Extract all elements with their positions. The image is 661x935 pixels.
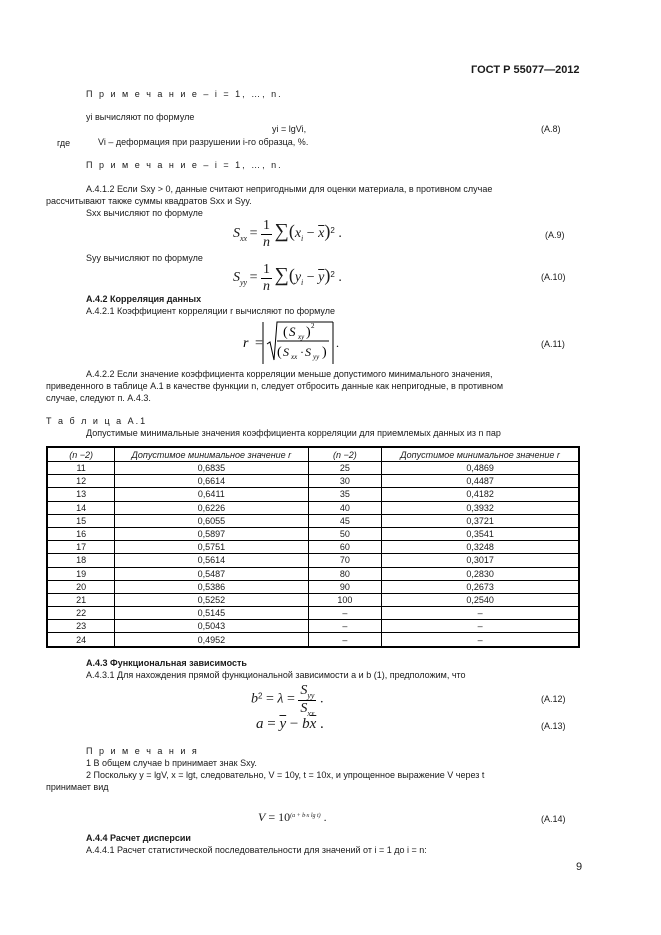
svg-text:S: S — [283, 345, 289, 359]
cell-r2: 0,3932 — [382, 501, 579, 514]
a43-note2-line2: принимает вид — [46, 782, 109, 792]
note-1: П р и м е ч а н и е – i = 1, …, n. — [86, 89, 283, 99]
table-label: Т а б л и ц а А.1 — [46, 416, 148, 426]
cell-r2: 0,2830 — [382, 567, 579, 580]
svg-text:S: S — [289, 324, 296, 339]
a43-note1: 1 В общем случае b принимает знак Sxy. — [86, 758, 257, 768]
svg-text:S: S — [305, 345, 311, 359]
where-label: где — [57, 138, 71, 148]
standard-number: ГОСТ Р 55077—2012 — [471, 64, 580, 76]
a422-line2: приведенного в таблице А.1 в качестве функции n, следует отбросить данные как непригодные, в противном — [46, 381, 504, 391]
table-row — [47, 475, 579, 488]
cell-r1: 0,6055 — [115, 514, 308, 527]
eq-number-a12: (А.12) — [541, 694, 566, 704]
cell-r2: – — [382, 620, 579, 633]
eq-number-a8: (А.8) — [541, 124, 561, 134]
cell-n1: 18 — [47, 554, 115, 567]
cell-r1: 0,6226 — [115, 501, 308, 514]
cell-n2: 80 — [308, 567, 382, 580]
svg-text:·: · — [300, 345, 304, 359]
table-row — [47, 554, 579, 567]
eq-number-a11: (А.11) — [541, 339, 565, 349]
cell-r1: 0,6614 — [115, 475, 308, 488]
vi-definition: Vi – деформация при разрушении i-го образца, %. — [98, 137, 309, 147]
cell-n1: 16 — [47, 527, 115, 540]
a422-line3: случае, следуют п. А.4.3. — [46, 393, 151, 403]
cell-r1: 0,5386 — [115, 580, 308, 593]
svg-text:2: 2 — [311, 322, 315, 330]
header-r1: Допустимое минимальное значение r — [115, 447, 308, 462]
formula-a14: $V = 10^{(a + b\cdot x lg t)}$ . — [258, 810, 327, 824]
cell-n1: 24 — [47, 633, 115, 647]
cell-n1: 13 — [47, 488, 115, 501]
svg-text:yy: yy — [313, 353, 320, 361]
cell-n1: 20 — [47, 580, 115, 593]
table-row — [47, 462, 579, 475]
eq-number-a10: (А.10) — [541, 272, 566, 282]
cell-n1: 14 — [47, 501, 115, 514]
cell-r1: 0,5487 — [115, 567, 308, 580]
a421-intro: А.4.2.1 Коэффициент корреляции r вычисляют по формуле — [86, 306, 335, 316]
formula-a11 — [243, 320, 353, 368]
note-2: П р и м е ч а н и е – i = 1, …, n. — [86, 160, 283, 170]
sxx-intro: Sxx вычисляют по формуле — [86, 208, 203, 218]
table-row — [47, 633, 579, 647]
cell-r2: 0,2673 — [382, 580, 579, 593]
cell-n2: 35 — [308, 488, 382, 501]
correlation-formula-graphic — [243, 320, 353, 366]
cell-n1: 11 — [47, 462, 115, 475]
svg-text:r: r — [243, 336, 249, 351]
cell-r1: 0,6835 — [115, 462, 308, 475]
cell-r2: 0,3248 — [382, 541, 579, 554]
a42-title: А.4.2 Корреляция данных — [86, 294, 202, 304]
cell-r1: 0,5897 — [115, 527, 308, 540]
cell-r2: 0,4869 — [382, 462, 579, 475]
a431-intro: А.4.3.1 Для нахождения прямой функциональной зависимости a и b (1), предположим, что — [86, 670, 466, 680]
cell-r1: 0,5751 — [115, 541, 308, 554]
table-row — [47, 593, 579, 606]
table-header-row — [47, 447, 579, 462]
header-r2: Допустимое минимальное значение r — [382, 447, 579, 462]
cell-n2: – — [308, 633, 382, 647]
cell-n2: – — [308, 620, 382, 633]
a43-note2-line1: 2 Поскольку y = lgV, x = lgt, следовательно, V = 10y, t = 10x, и упрощенное выражение V через t — [86, 770, 485, 780]
svg-text:(: ( — [283, 325, 288, 340]
a43-title: А.4.3 Функциональная зависимость — [86, 658, 247, 668]
cell-r1: 0,4952 — [115, 633, 308, 647]
a44-title: А.4.4 Расчет дисперсии — [86, 833, 191, 843]
cell-r2: – — [382, 633, 579, 647]
table-row — [47, 527, 579, 540]
formula-a10: $S_{yy}$ = $\frac{1}{n}$ $\sum(y_i - \overline{y})^2$ . — [233, 262, 342, 294]
a441-intro: А.4.4.1 Расчет статистической последовательности для значений от i = 1 до i = n: — [86, 845, 427, 855]
table-row — [47, 580, 579, 593]
table-caption: Допустимые минимальные значения коэффициента корреляции для приемлемых данных из n пар — [86, 428, 501, 438]
table-row — [47, 567, 579, 580]
cell-r1: 0,5252 — [115, 593, 308, 606]
table-row — [47, 501, 579, 514]
cell-n2: 90 — [308, 580, 382, 593]
cell-n2: 25 — [308, 462, 382, 475]
cell-r2: 0,3721 — [382, 514, 579, 527]
yi-intro: yi вычисляют по формуле — [86, 112, 195, 122]
header-n2: (n −2) — [308, 447, 382, 462]
cell-r2: 0,4487 — [382, 475, 579, 488]
formula-a8: yi = lgVi, — [272, 124, 307, 134]
syy-intro: Syy вычисляют по формуле — [86, 253, 203, 263]
cell-n1: 15 — [47, 514, 115, 527]
cell-n2: 70 — [308, 554, 382, 567]
cell-r1: 0,5145 — [115, 607, 308, 620]
notes-title: П р и м е ч а н и я — [86, 746, 199, 756]
cell-n2: 60 — [308, 541, 382, 554]
table-row — [47, 620, 579, 633]
cell-n1: 17 — [47, 541, 115, 554]
cell-n2: 50 — [308, 527, 382, 540]
cell-r2: 0,3017 — [382, 554, 579, 567]
eq-number-a9: (А.9) — [545, 230, 565, 240]
cell-r2: 0,3541 — [382, 527, 579, 540]
table-row — [47, 514, 579, 527]
cell-n1: 23 — [47, 620, 115, 633]
cell-n1: 21 — [47, 593, 115, 606]
page-number: 9 — [576, 861, 583, 873]
cell-r2: – — [382, 607, 579, 620]
table-row — [47, 488, 579, 501]
table-row — [47, 607, 579, 620]
svg-text:=: = — [255, 336, 263, 351]
cell-r1: 0,5043 — [115, 620, 308, 633]
formula-a13: $a = \overline{y} - b\overline{x}$ . — [256, 716, 324, 732]
cell-r1: 0,6411 — [115, 488, 308, 501]
cell-r2: 0,2540 — [382, 593, 579, 606]
eq-number-a14: (А.14) — [541, 814, 566, 824]
svg-text:): ) — [322, 345, 327, 360]
cell-n2: 100 — [308, 593, 382, 606]
header-n1: (n −2) — [47, 447, 115, 462]
formula-a12: $b^2 = \lambda$ = $\frac{S_{yy}}{S_{xx}}$ . — [251, 683, 324, 718]
svg-text:xy: xy — [298, 333, 305, 341]
cell-n2: 30 — [308, 475, 382, 488]
svg-text:): ) — [306, 325, 311, 340]
a422-line1: А.4.2.2 Если значение коэффициента корреляции меньше допустимого минимального значения, — [86, 369, 493, 379]
table-row — [47, 541, 579, 554]
cell-n1: 19 — [47, 567, 115, 580]
cell-n2: – — [308, 607, 382, 620]
a412-line1: А.4.1.2 Если Sxy > 0, данные считают непригодными для оценки материала, в противном случае — [86, 184, 493, 194]
cell-r1: 0,5614 — [115, 554, 308, 567]
svg-text:xx: xx — [291, 353, 298, 361]
cell-n2: 40 — [308, 501, 382, 514]
a412-line2: рассчитывают также суммы квадратов Sxx и Syy. — [46, 196, 252, 206]
eq-number-a13: (А.13) — [541, 721, 566, 731]
svg-text:.: . — [336, 336, 339, 350]
svg-text:(: ( — [277, 345, 282, 360]
formula-a9: $S_{xx}$ = $\frac{1}{n}$ $\sum(x_i - \overline{x})^2$ . — [233, 218, 342, 250]
cell-n2: 45 — [308, 514, 382, 527]
cell-r2: 0,4182 — [382, 488, 579, 501]
correlation-table — [46, 446, 580, 648]
cell-n1: 22 — [47, 607, 115, 620]
cell-n1: 12 — [47, 475, 115, 488]
